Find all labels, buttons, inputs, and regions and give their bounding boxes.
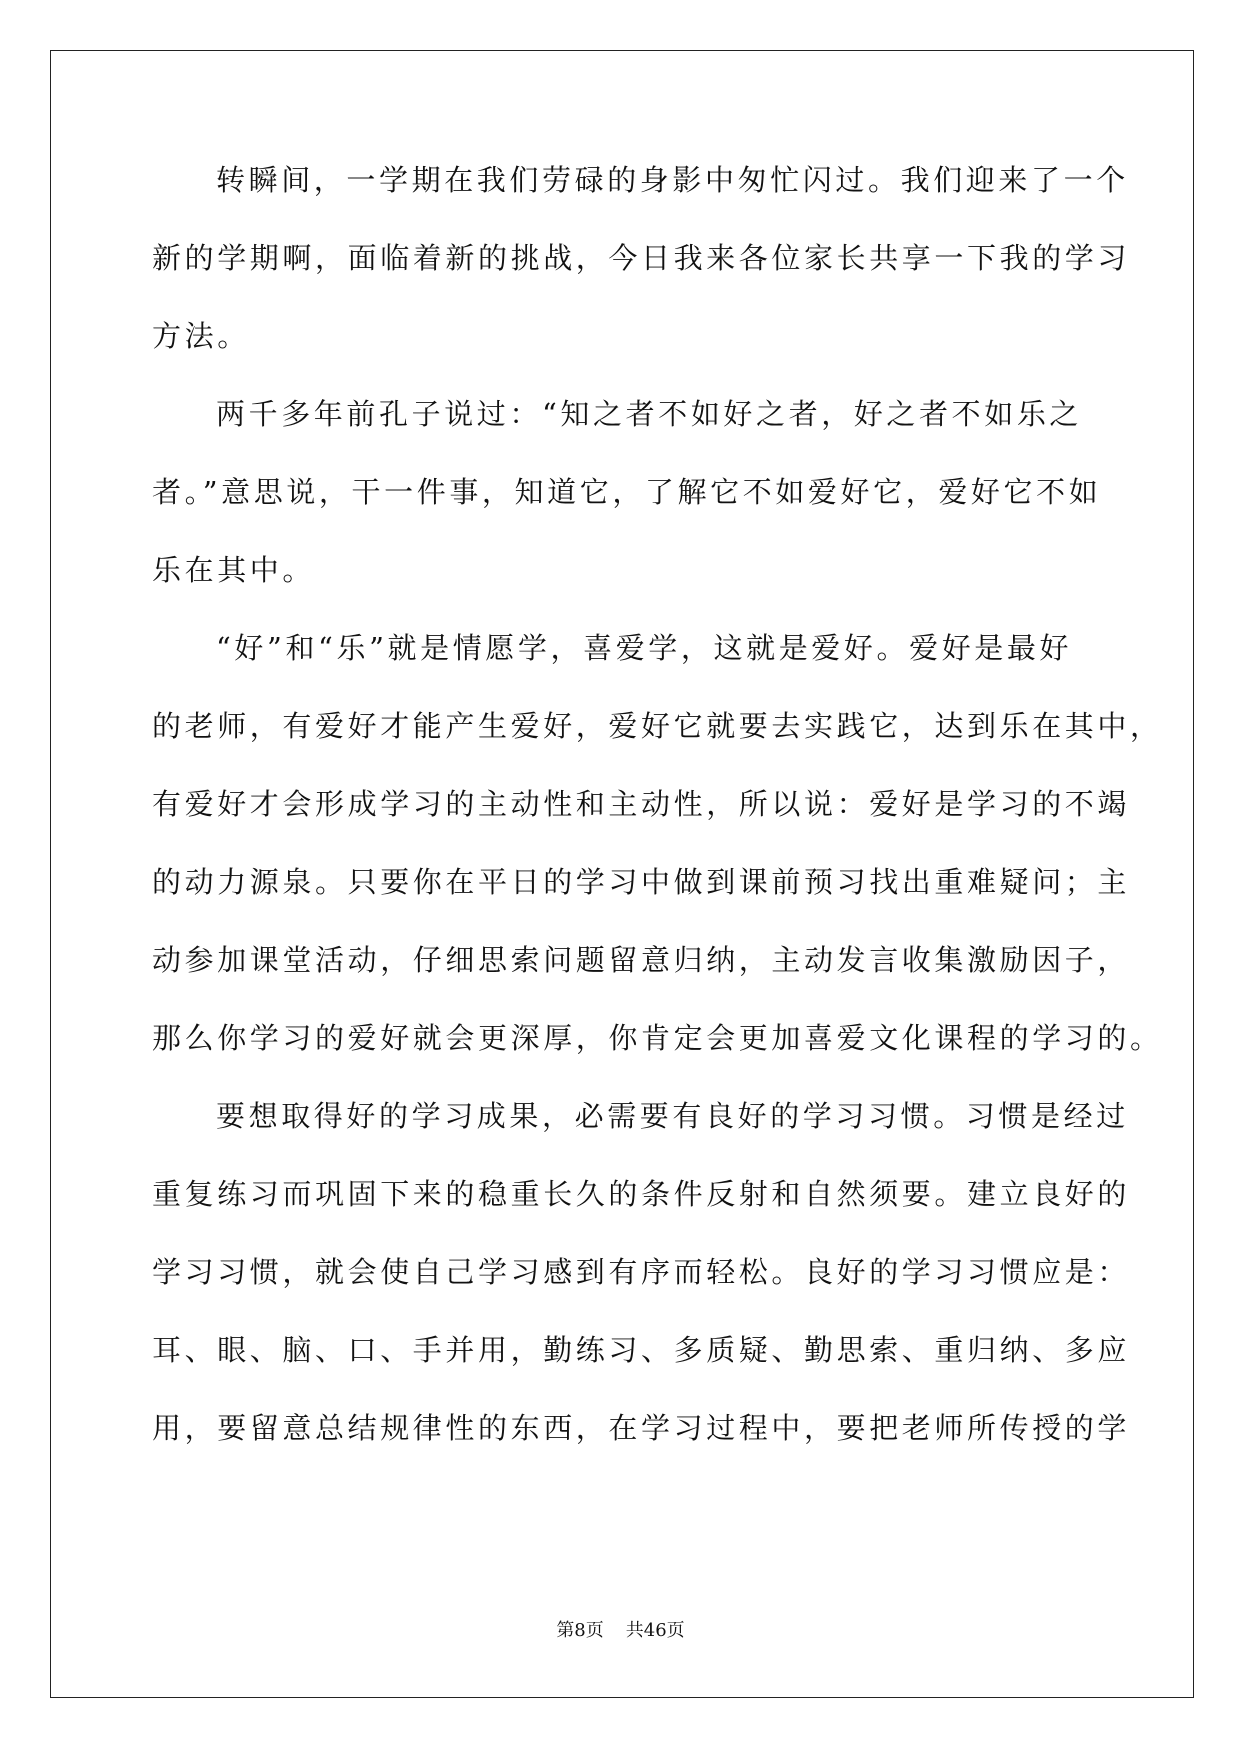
paragraph-2-line-1: 两千多年前孔子说过：“知之者不如好之者，好之者不如乐之	[216, 397, 1083, 431]
paragraph-4-line-5: 用，要留意总结规律性的东西，在学习过程中，要把老师所传授的学	[152, 1411, 1131, 1445]
page-number: 第8页	[556, 1620, 604, 1641]
paragraph-4-line-4: 耳、眼、脑、口、手并用，勤练习、多质疑、勤思索、重归纳、多应	[152, 1333, 1131, 1367]
paragraph-1-line-2: 新的学期啊，面临着新的挑战，今日我来各位家长共享一下我的学习	[152, 241, 1131, 275]
paragraph-3-line-3: 有爱好才会形成学习的主动性和主动性，所以说：爱好是学习的不竭	[152, 787, 1131, 821]
paragraph-2-line-2: 者。”意思说，干一件事，知道它，了解它不如爱好它，爱好它不如	[152, 475, 1102, 509]
paragraph-3-line-6: 那么你学习的爱好就会更深厚，你肯定会更加喜爱文化课程的学习的。	[152, 1021, 1163, 1055]
page-footer	[0, 1616, 1241, 1642]
paragraph-3-line-1: “好”和“乐”就是情愿学，喜爱学，这就是爱好。爱好是最好	[216, 631, 1073, 665]
paragraph-4-line-1: 要想取得好的学习成果，必需要有良好的学习习惯。习惯是经过	[216, 1099, 1129, 1133]
paragraph-3-line-4: 的动力源泉。只要你在平日的学习中做到课前预习找出重难疑问；主	[152, 865, 1131, 899]
paragraph-1-line-3: 方法。	[152, 319, 250, 353]
paragraph-4-line-3: 学习习惯，就会使自己学习感到有序而轻松。良好的学习习惯应是：	[152, 1255, 1131, 1289]
paragraph-2-line-3: 乐在其中。	[152, 553, 316, 587]
paragraph-3-line-2: 的老师，有爱好才能产生爱好，爱好它就要去实践它，达到乐在其中，	[152, 709, 1163, 743]
document-body	[152, 160, 1163, 1486]
page-total: 共46页	[625, 1620, 685, 1641]
paragraph-1-line-1: 转瞬间，一学期在我们劳碌的身影中匆忙闪过。我们迎来了一个	[216, 163, 1129, 197]
paragraph-3-line-5: 动参加课堂活动，仔细思索问题留意归纳，主动发言收集激励因子，	[152, 943, 1131, 977]
paragraph-4-line-2: 重复练习而巩固下来的稳重长久的条件反射和自然须要。建立良好的	[152, 1177, 1131, 1211]
